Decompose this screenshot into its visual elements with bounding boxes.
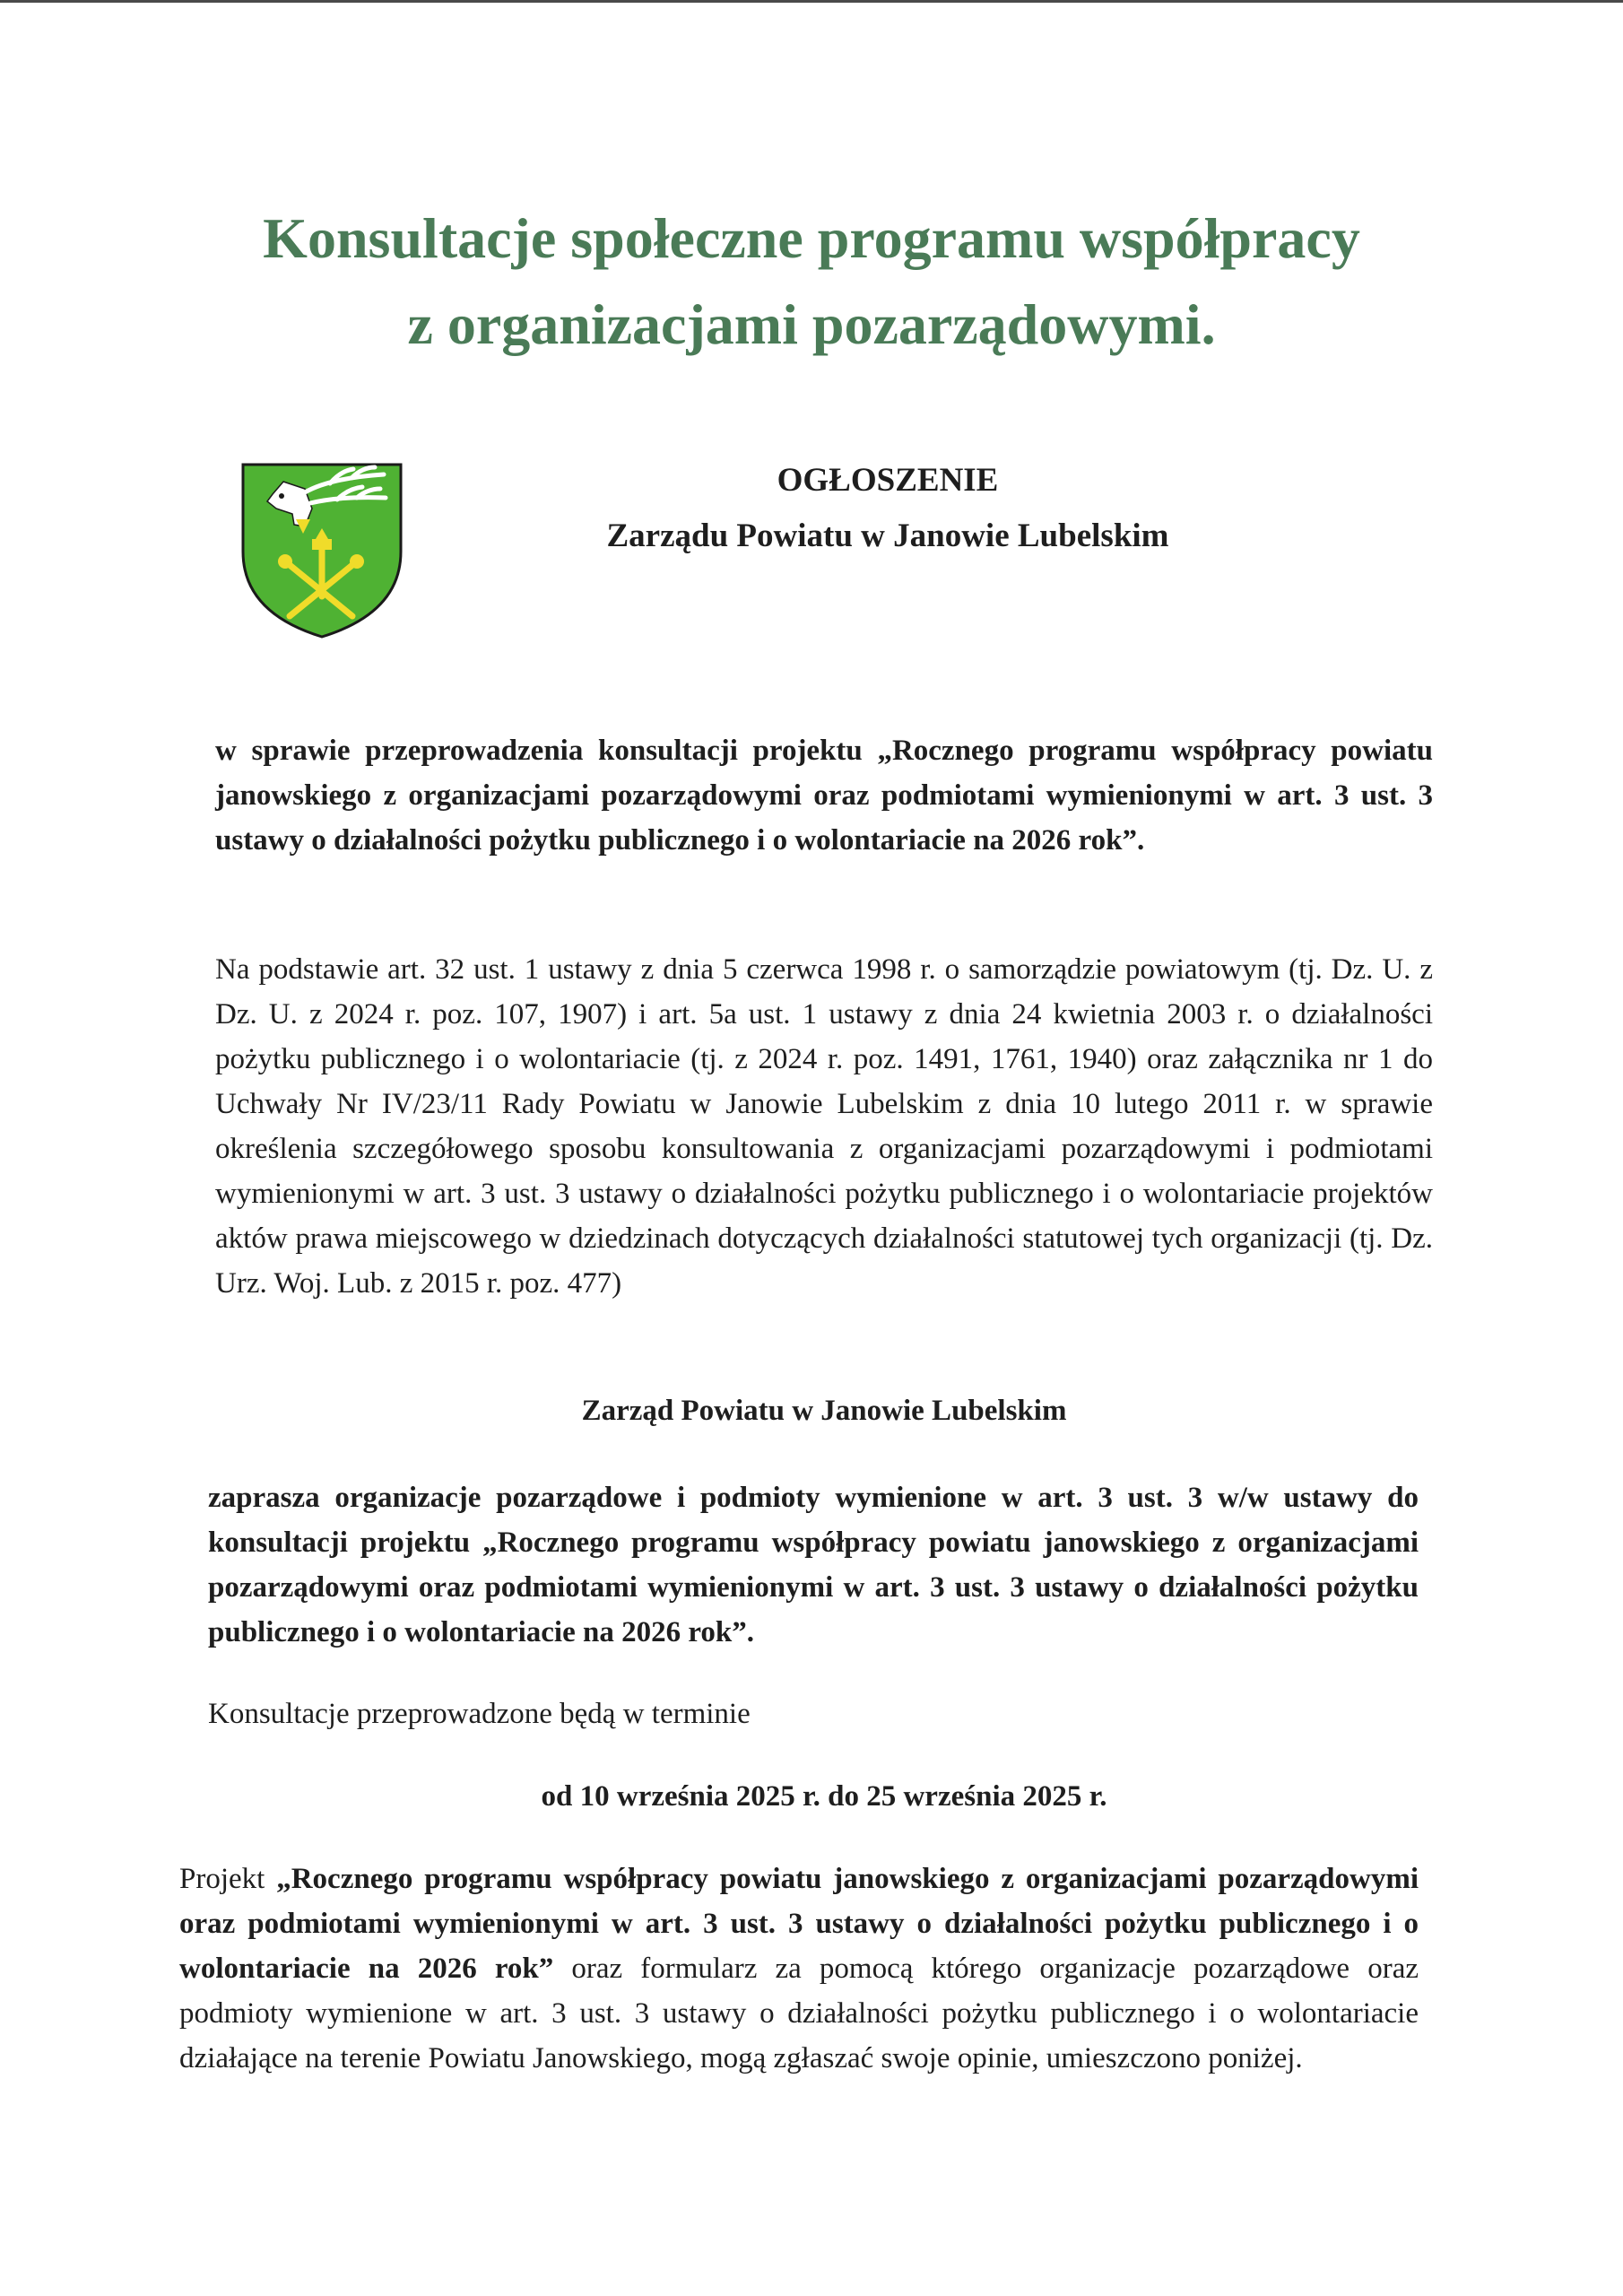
announcement-heading: OGŁOSZENIE [777,462,999,499]
consultation-dates: od 10 września 2025 r. do 25 września 2025 r. [541,1780,1107,1813]
board-heading: Zarząd Powiatu w Janowie Lubelskim [581,1395,1067,1427]
coat-of-arms-icon [240,462,404,639]
document-title [161,196,1462,368]
project-paragraph [179,1857,1419,2081]
legal-basis-paragraph: Na podstawie art. 32 ust. 1 ustawy z dnia 5 czerwca 1998 r. o samorządzie powiatowym (tj. Dz. U. z Dz. U. z 2024 r. poz. 107, 1907) i art. 5a ust. 1 ustawy z dnia 24 kwietnia 2003 r. o działalności pożytku publicznego i o wolontariacie (tj. z 2024 r. poz. 1491, 1761, 1940) oraz załącznika nr 1 do Uchwały Nr IV/23/11 Rady Powiatu w Janowie Lubelskim z dnia 10 lutego 2011 r. w sprawie określenia szczegółowego sposobu konsultowania z organizacjami pozarządowymi i podmiotami wymienionymi w art. 3 ust. 3 ustawy o działalności pożytku publicznego i o wolontariacie projektów aktów prawa miejscowego w dziedzinach dotyczących działalności statutowej tych organizacji (tj. Dz. Urz. Woj. Lub. z 2015 r. poz. 477) [215,953,1433,1300]
title-line-1: Konsultacje społeczne programu współpracy [263,206,1360,270]
announcement-issuer: Zarządu Powiatu w Janowie Lubelskim [606,517,1169,554]
title-line-2: z organizacjami pozarządowymi. [407,292,1216,356]
invitation-paragraph: zaprasza organizacje pozarządowe i podmioty wymienione w art. 3 ust. 3 w/w ustawy do konsultacji projektu „Rocznego programu współpracy powiatu janowskiego z organizacjami pozarządowymi oraz podmiotami wymienionymi w art. 3 ust. 3 ustawy o działalności pożytku publicznego i o wolontariacie na 2026 rok”. [208,1482,1419,1648]
term-intro: Konsultacje przeprowadzone będą w terminie [208,1698,751,1730]
project-rest: oraz formularz za pomocą którego organizacje pozarządowe oraz podmioty wymienione w art. 3 ust. 3 ustawy o działalności pożytku publicznego i o wolontariacie działające na terenie Powiatu Janowskiego, mogą zgłaszać swoje opinie, umieszczono poniżej. [179,1952,1419,2074]
project-name: „Rocznego programu współpracy powiatu janowskiego z organizacjami pozarządowymi oraz podmiotami wymienionymi w art. 3 ust. 3 ustawy o działalności pożytku publicznego i o wolontariacie na 2026 rok” [179,1863,1419,1985]
subject-paragraph: w sprawie przeprowadzenia konsultacji projektu „Rocznego programu współpracy powiatu janowskiego z organizacjami pozarządowymi oraz podmiotami wymienionymi w art. 3 ust. 3 ustawy o działalności pożytku publicznego i o wolontariacie na 2026 rok”. [215,735,1433,857]
announcement-header [583,453,1193,564]
scan-edge [0,0,1623,3]
project-lead: Projekt [179,1863,277,1895]
